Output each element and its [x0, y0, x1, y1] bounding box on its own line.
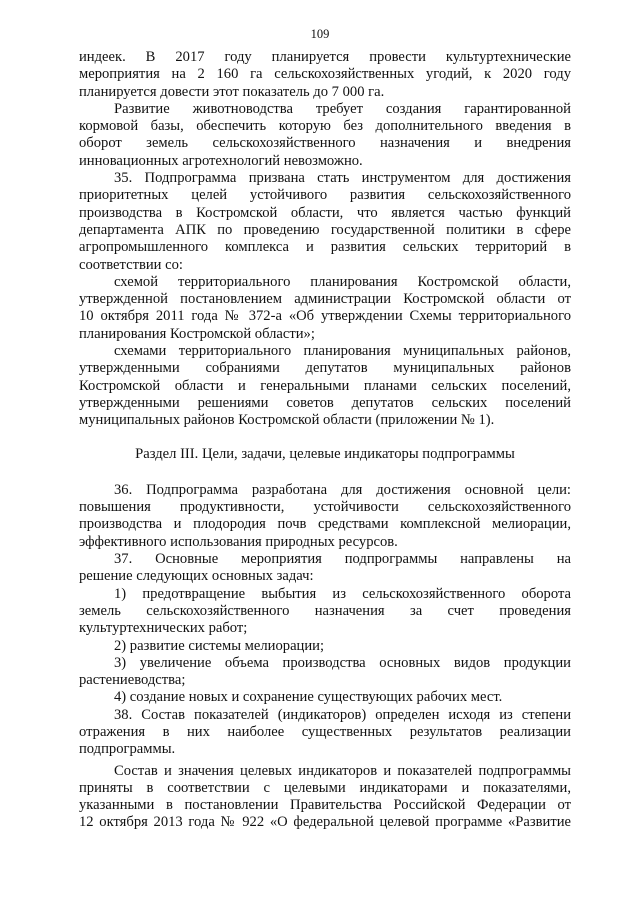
text-line: 35. Подпрограмма призвана стать инструментом для достижения: [114, 170, 571, 187]
text-line: утвержденными собраниями депутатов муниципальных районов: [79, 360, 571, 377]
text-line: мероприятия на 2 160 га сельскохозяйственных угодий, к 2020 году: [79, 66, 571, 83]
text-line: приняты в соответствии с целевыми индикаторами и показателями,: [79, 779, 571, 796]
text-line: 3) увеличение объема производства основных видов продукции: [114, 654, 571, 671]
text-line: схемами территориального планирования муниципальных районов,: [114, 343, 571, 360]
text-line: производства в Костромской области, что является частью функций: [79, 204, 571, 221]
text-line: индеек. В 2017 году планируется провести культуртехнические: [79, 49, 571, 65]
text-line: 2) развитие системы мелиорации;: [114, 637, 325, 654]
text-line: 1) предотвращение выбытия из сельскохозяйственного оборота: [114, 585, 571, 602]
text-line: Развитие животноводства требует создания гарантированной: [114, 100, 571, 117]
text-line: производства и плодородия почв средствами комплексной мелиорации,: [79, 516, 571, 533]
section-heading: Раздел III. Цели, задачи, целевые индикаторы подпрограммы: [135, 445, 515, 462]
text-line: земель сельскохозяйственного назначения за счет проведения: [79, 602, 571, 619]
text-line: повышения продуктивности, устойчивости сельскохозяйственного: [79, 499, 571, 516]
text-line: оборот земель сельскохозяйственного назначения и внедрения: [79, 135, 571, 152]
text-line: муниципальных районов Костромской области (приложении № 1).: [79, 412, 495, 429]
text-line: 36. Подпрограмма разработана для достижения основной цели:: [114, 481, 571, 498]
text-line: кормовой базы, обеспечить которую без дополнительного введения в: [79, 118, 571, 135]
text-line: департамента АПК по проведению государственной политики в сфере: [79, 221, 571, 238]
text-line: подпрограммы.: [79, 741, 176, 758]
text-line: 12 октября 2013 года № 922 «О федеральной целевой программе «Развитие: [79, 814, 571, 831]
text-line: Состав и значения целевых индикаторов и показателей подпрограммы: [114, 762, 571, 779]
text-line: указанными в постановлении Правительства Российской Федерации от: [79, 797, 571, 814]
text-line: соответствии со:: [79, 256, 183, 273]
text-line: Костромской области и генеральными планами сельских поселений,: [79, 377, 571, 394]
text-line: схемой территориального планирования Костромской области,: [114, 273, 571, 290]
page-number: 109: [310, 27, 330, 41]
text-line: растениеводства;: [79, 672, 186, 689]
text-line: 4) создание новых и сохранение существующих рабочих мест.: [114, 689, 503, 706]
text-line: планируется довести этот показатель до 7 000 га.: [79, 83, 385, 100]
text-line: утвержденными решениями советов депутатов сельских поселений: [79, 394, 571, 411]
text-line: 10 октября 2011 года № 372-а «Об утверждении Схемы территориального: [79, 308, 571, 325]
text-line: 37. Основные мероприятия подпрограммы направлены на: [114, 551, 571, 568]
text-line: эффективного использования природных ресурсов.: [79, 533, 398, 550]
text-line: инновационных агротехнологий невозможно.: [79, 152, 363, 169]
text-line: культуртехнических работ;: [79, 620, 248, 637]
text-line: отражения в них наиболее существенных результатов реализации: [79, 723, 571, 740]
text-line: приоритетных целей устойчивого развития сельскохозяйственного: [79, 187, 571, 204]
text-line: решение следующих основных задач:: [79, 568, 314, 585]
text-line: агропромышленного комплекса и развития сельских территорий в: [79, 239, 571, 256]
text-line: планирования Костромской области»;: [79, 325, 315, 342]
document-body: [79, 49, 571, 832]
text-line: 38. Состав показателей (индикаторов) определен исходя из степени: [114, 706, 571, 723]
text-line: утвержденной постановлением администрации Костромской области от: [79, 291, 571, 308]
